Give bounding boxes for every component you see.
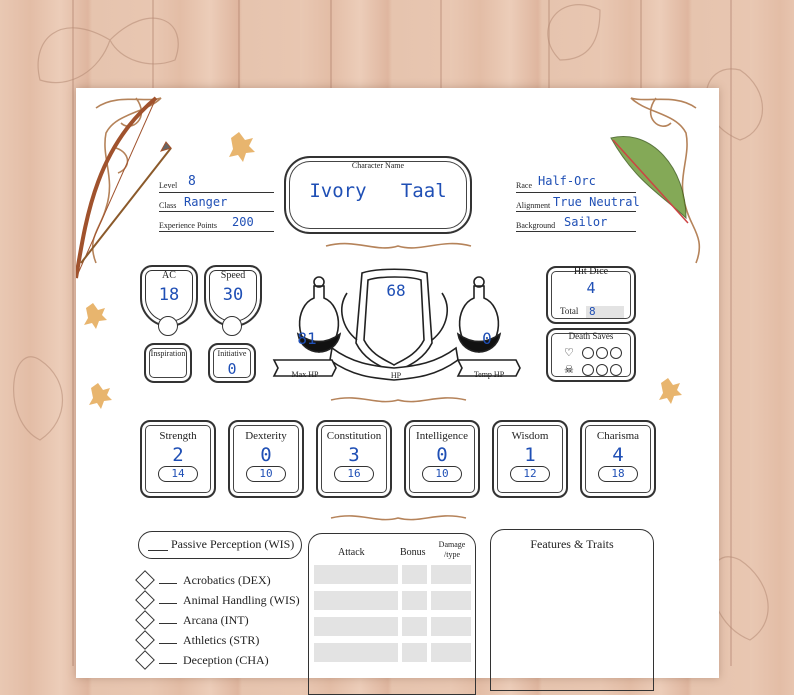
damage-cell[interactable]	[431, 565, 471, 584]
passive-perception-label: Passive Perception (WIS)	[171, 537, 295, 551]
xp-field[interactable]: 200	[232, 215, 254, 229]
ability-strength	[140, 420, 216, 498]
ability-score[interactable]: 12	[510, 466, 550, 482]
skill-blank[interactable]	[159, 603, 177, 604]
hit-dice-total-label: Total	[560, 306, 579, 316]
hp-label: HP	[390, 371, 402, 380]
damage-cell[interactable]	[431, 617, 471, 636]
initiative-field[interactable]: 0	[227, 360, 237, 378]
ability-intelligence	[404, 420, 480, 498]
bonus-cell[interactable]	[402, 643, 427, 662]
skill-blank[interactable]	[159, 583, 177, 584]
skill-label: Athletics (STR)	[183, 633, 260, 647]
background-label: Background	[516, 221, 556, 230]
ability-modifier[interactable]: 0	[260, 444, 272, 466]
features-traits-panel[interactable]	[490, 529, 654, 691]
attack-column-header: Attack	[338, 547, 365, 558]
ability-name: Strength	[159, 430, 197, 442]
ability-dexterity	[228, 420, 304, 498]
armor-class-field[interactable]: 18	[158, 285, 180, 305]
ability-name: Intelligence	[416, 430, 468, 442]
speed-label: Speed	[220, 270, 246, 281]
ability-score[interactable]: 14	[158, 466, 198, 482]
death-save-failure-1[interactable]	[582, 364, 594, 376]
death-save-failure-3[interactable]	[610, 364, 622, 376]
attack-cell[interactable]	[314, 565, 398, 584]
race-field[interactable]: Half-Orc	[538, 174, 596, 188]
level-label: Level	[159, 181, 178, 190]
skill-blank[interactable]	[159, 623, 177, 624]
speed-shield-knob-icon	[222, 316, 242, 336]
hp-field[interactable]: 68	[386, 281, 406, 300]
skill-label: Arcana (INT)	[183, 613, 249, 627]
character-name-label: Character Name	[351, 161, 405, 170]
xp-label: Experience Points	[159, 221, 217, 230]
background-field[interactable]: Sailor	[564, 215, 608, 229]
ability-wisdom	[492, 420, 568, 498]
ability-modifier[interactable]: 3	[348, 444, 360, 466]
skill-label: Deception (CHA)	[183, 653, 269, 667]
skill-blank[interactable]	[159, 663, 177, 664]
heart-success-icon: ♡	[564, 346, 574, 359]
ability-score[interactable]: 10	[246, 466, 286, 482]
character-sheet	[76, 88, 719, 678]
speed-field[interactable]: 30	[222, 285, 244, 305]
skill-label: Animal Handling (WIS)	[183, 593, 300, 607]
damage-cell[interactable]	[431, 591, 471, 610]
class-field[interactable]: Ranger	[184, 195, 228, 209]
features-traits-title: Features & Traits	[530, 537, 614, 551]
damage-cell[interactable]	[431, 643, 471, 662]
character-name-field[interactable]: Ivory Taal	[309, 180, 447, 202]
ability-name: Wisdom	[511, 430, 549, 442]
max-hp-label: Max HP	[291, 370, 319, 379]
ac-shield-knob-icon	[158, 316, 178, 336]
ability-modifier[interactable]: 0	[436, 444, 448, 466]
ability-score[interactable]: 18	[598, 466, 638, 482]
attack-cell[interactable]	[314, 591, 398, 610]
death-save-success-3[interactable]	[610, 347, 622, 359]
hit-dice-label: Hit Dice	[573, 266, 609, 277]
ability-constitution	[316, 420, 392, 498]
death-save-success-2[interactable]	[596, 347, 608, 359]
death-save-failure-2[interactable]	[596, 364, 608, 376]
ability-score[interactable]: 16	[334, 466, 374, 482]
hit-dice-field[interactable]: 4	[586, 279, 596, 297]
skill-label: Acrobatics (DEX)	[183, 573, 271, 587]
skull-failure-icon: ☠	[564, 363, 574, 376]
ability-charisma	[580, 420, 656, 498]
hit-dice-total-field[interactable]: 8	[589, 305, 596, 318]
ability-modifier[interactable]: 2	[172, 444, 184, 466]
temp-hp-field[interactable]: 0	[482, 329, 492, 348]
ability-name: Charisma	[596, 430, 640, 442]
temp-hp-label: Temp HP	[473, 370, 505, 379]
class-label: Class	[159, 201, 177, 210]
bonus-cell[interactable]	[402, 591, 427, 610]
ability-name: Constitution	[326, 430, 382, 442]
ability-modifier[interactable]: 4	[612, 444, 624, 466]
bonus-cell[interactable]	[402, 565, 427, 584]
alignment-label: Alignment	[516, 201, 551, 210]
death-save-success-1[interactable]	[582, 347, 594, 359]
attack-cell[interactable]	[314, 643, 398, 662]
death-saves-label: Death Saves	[568, 331, 614, 341]
ability-score[interactable]: 10	[422, 466, 462, 482]
armor-class-label: AC	[162, 270, 176, 281]
race-label: Race	[516, 181, 532, 190]
inspiration-label: Inspiration	[150, 349, 186, 358]
passive-perception-blank[interactable]	[148, 550, 168, 551]
ability-modifier[interactable]: 1	[524, 444, 536, 466]
bonus-column-header: Bonus	[400, 547, 426, 558]
damage-column-header: Damage /type	[438, 540, 466, 559]
alignment-field[interactable]: True Neutral	[553, 195, 640, 209]
level-field[interactable]: 8	[188, 174, 196, 189]
max-hp-field[interactable]: 81	[297, 329, 317, 348]
initiative-label: Initiative	[217, 349, 247, 358]
ability-name: Dexterity	[245, 430, 287, 442]
bonus-cell[interactable]	[402, 617, 427, 636]
attack-cell[interactable]	[314, 617, 398, 636]
skill-blank[interactable]	[159, 643, 177, 644]
